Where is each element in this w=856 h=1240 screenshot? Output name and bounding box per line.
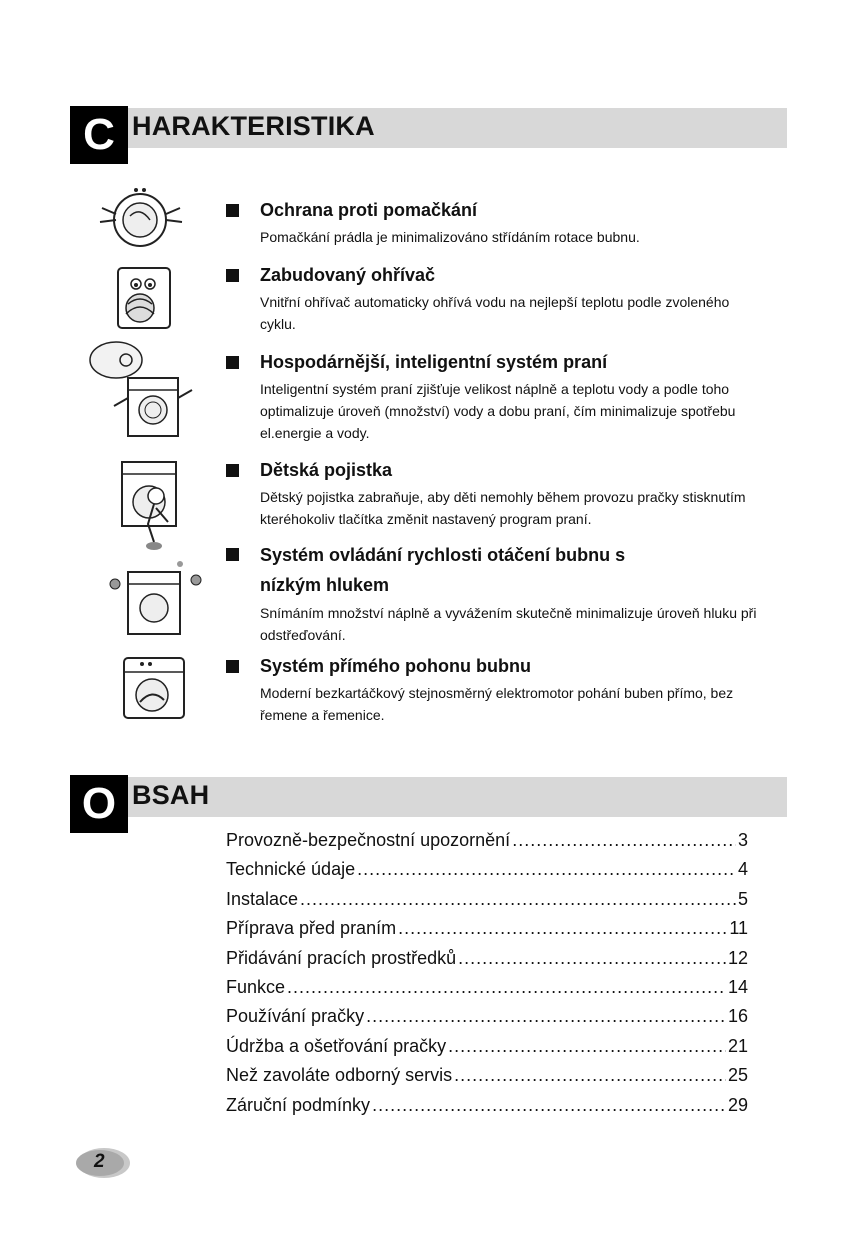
feature-item xyxy=(226,261,766,335)
toc-entry[interactable] xyxy=(226,1036,748,1065)
toc-page: 12 xyxy=(727,947,748,968)
toc-leader-dots xyxy=(372,1095,726,1116)
toc-entry[interactable] xyxy=(226,1065,748,1094)
toc-leader-dots xyxy=(512,830,736,851)
section-initial-letter: O xyxy=(70,775,128,833)
toc-page: 25 xyxy=(727,1065,748,1086)
toc-entry[interactable] xyxy=(226,859,748,888)
toc-leader-dots xyxy=(357,859,736,880)
toc-label: Příprava před praním xyxy=(226,918,397,939)
bullet-square-icon xyxy=(226,464,239,477)
feature-description: Dětský pojistka zabraňuje, aby děti nemohly během provozu pračky stisknutím kteréhokoliv tlačítka změnit nastavený program praní. xyxy=(260,489,746,527)
feature-item xyxy=(226,652,766,726)
feature-description: Snímáním množství náplně a vyvážením skutečně minimalizuje úroveň hluku při odstřeďování. xyxy=(260,605,757,643)
bullet-square-icon xyxy=(226,204,239,217)
toc-label: Provozně-bezpečnostní upozornění xyxy=(226,830,511,850)
toc-leader-dots xyxy=(398,918,727,939)
feature-item xyxy=(226,456,766,530)
toc-label: Údržba a ošetřování pračky xyxy=(226,1035,447,1056)
low-noise-illustration xyxy=(106,560,206,640)
toc-page: 14 xyxy=(727,976,748,997)
toc-page: 4 xyxy=(737,859,748,880)
toc-page: 5 xyxy=(737,888,748,909)
toc-entry[interactable] xyxy=(226,1095,748,1124)
toc-entry[interactable] xyxy=(226,1006,748,1035)
feature-item xyxy=(226,196,766,248)
section-title: HARAKTERISTIKA xyxy=(132,111,375,141)
toc-leader-dots xyxy=(300,889,736,910)
feature-description: Moderní bezkartáčkový stejnosměrný elektromotor pohání buben přímo, bez řemene a řemenice. xyxy=(260,685,734,723)
toc-entry[interactable] xyxy=(226,918,748,947)
toc-leader-dots xyxy=(458,948,726,969)
toc-leader-dots xyxy=(287,977,726,998)
bullet-square-icon xyxy=(226,356,239,369)
bullet-square-icon xyxy=(226,269,239,282)
toc-label: Instalace xyxy=(226,888,299,909)
toc-entry[interactable] xyxy=(226,977,748,1006)
section-title: BSAH xyxy=(132,780,210,810)
toc-label: Záruční podmínky xyxy=(226,1094,371,1115)
toc-page: 3 xyxy=(737,830,748,850)
feature-item xyxy=(226,540,766,646)
toc-page: 16 xyxy=(727,1006,748,1027)
toc-page: 11 xyxy=(729,918,748,939)
feature-description: Pomačkání prádla je minimalizováno střídáním rotace bubnu. xyxy=(260,229,640,245)
feature-item xyxy=(226,348,766,444)
section-initial-letter: C xyxy=(70,106,128,164)
toc-label: Než zavoláte odborný servis xyxy=(226,1065,453,1086)
bullet-square-icon xyxy=(226,660,239,673)
table-of-contents xyxy=(226,830,748,1124)
toc-entry[interactable] xyxy=(226,948,748,977)
toc-page: 29 xyxy=(727,1094,748,1115)
toc-label: Přidávání pracích prostředků xyxy=(226,947,457,968)
drum-rotation-illustration xyxy=(96,182,186,254)
intelligent-wash-illustration xyxy=(86,338,198,442)
child-lock-illustration xyxy=(116,452,186,552)
toc-leader-dots xyxy=(448,1036,726,1057)
feature-title: Systém ovládání rychlosti otáčení bubnu s nízkým hlukem xyxy=(260,545,626,595)
toc-leader-dots xyxy=(454,1065,726,1086)
feature-title: Ochrana proti pomačkání xyxy=(260,200,478,220)
feature-description: Inteligentní systém praní zjišťuje velikost náplně a teplotu vody a podle toho optimalizuje úroveň (množství) vody a dobu praní, čím minimalizuje spotřebu el.energie a vody. xyxy=(260,381,736,441)
feature-title: Dětská pojistka xyxy=(260,460,393,480)
toc-label: Funkce xyxy=(226,976,286,997)
heater-illustration xyxy=(104,262,180,334)
page-number: 2 xyxy=(94,1151,105,1172)
feature-title: Systém přímého pohonu bubnu xyxy=(260,656,531,676)
feature-title: Hospodárnější, inteligentní systém praní xyxy=(260,352,608,372)
toc-label: Používání pračky xyxy=(226,1006,365,1027)
toc-label: Technické údaje xyxy=(226,859,356,880)
toc-leader-dots xyxy=(366,1006,726,1027)
direct-drive-illustration xyxy=(112,652,188,724)
bullet-square-icon xyxy=(226,548,239,561)
toc-entry[interactable] xyxy=(226,889,748,918)
feature-title: Zabudovaný ohřívač xyxy=(260,265,436,285)
toc-entry[interactable] xyxy=(226,830,748,859)
feature-description: Vnitřní ohřívač automaticky ohřívá vodu na nejlepší teplotu podle zvoleného cyklu. xyxy=(260,294,730,332)
toc-page: 21 xyxy=(727,1035,748,1056)
